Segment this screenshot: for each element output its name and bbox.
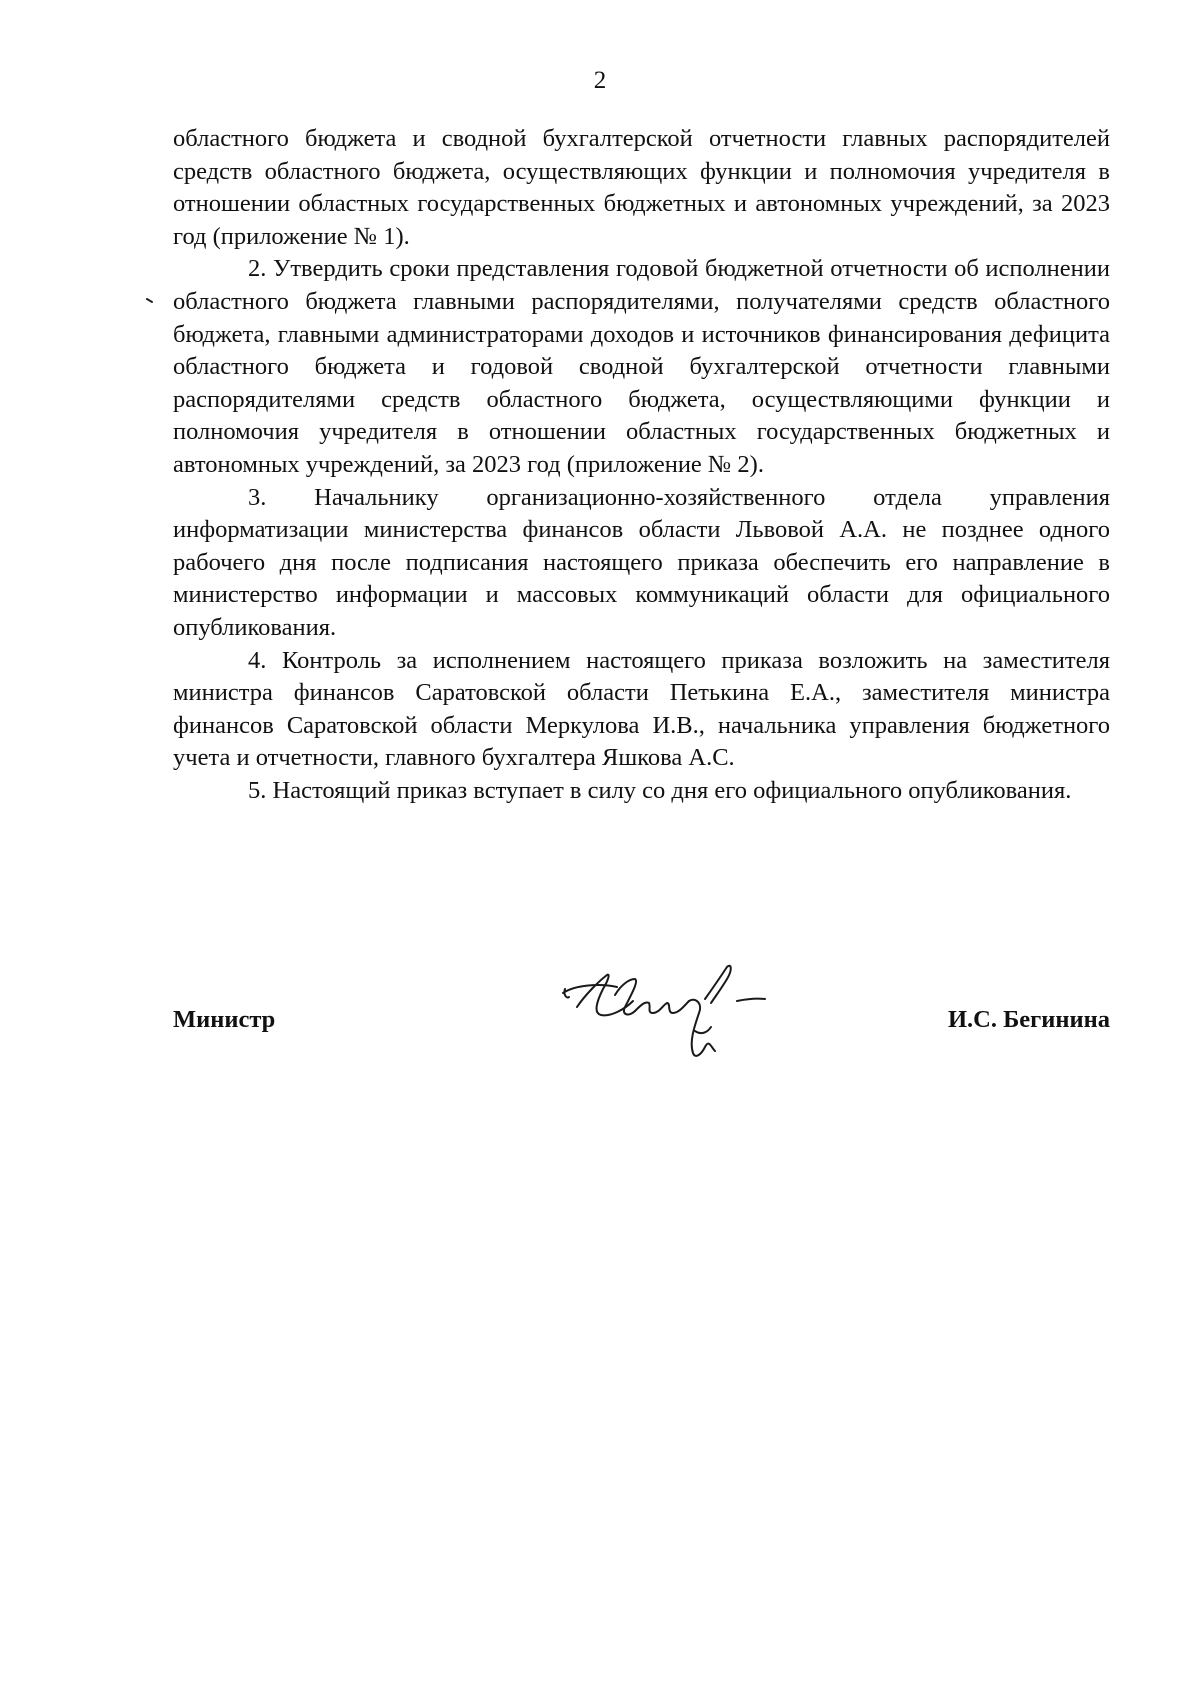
scan-speck-icon xyxy=(146,291,154,297)
page-number: 2 xyxy=(593,67,607,94)
paragraph-item-3: 3. Начальнику организационно-хозяйственного отдела управления информатизации министерства финансов области Львовой А.А. не позднее одного рабочего дня после подписания настоящего приказа обеспечить его направление в министерство информации и массовых коммуникаций области для официального опубликования. xyxy=(173,483,1110,641)
paragraph-item-4: 4. Контроль за исполнением настоящего приказа возложить на заместителя министра финансов Саратовской области Петькина Е.А., заместителя министра финансов Саратовской области Меркулова И.В., начальника управления бюджетного учета и отчетности, главного бухгалтера Яшкова А.С. xyxy=(173,646,1110,772)
paragraph-continuation: областного бюджета и сводной бухгалтерской отчетности главных распорядителей средств областного бюджета, осуществляющих функции и полномочия учредителя в отношении областных государственных бюджетных и автономных учреждений, за 2023 год (приложение № 1). xyxy=(173,125,1110,250)
paragraph-item-2: 2. Утвердить сроки представления годовой бюджетной отчетности об исполнении областного бюджета главными распорядителями, получателями средств областного бюджета, главными администраторами доходов и источников финансирования дефицита областного бюджета и годовой сводной бухгалтерской отчетности главными распорядителями средств областного бюджета, осуществляющими функции и полномочия учредителя в отношении областных государственных бюджетных и автономных учреждений, за 2023 год (приложение № 2). xyxy=(173,255,1110,478)
signatory-title: Министр xyxy=(173,1006,276,1033)
paragraph-item-5: 5. Настоящий приказ вступает в силу со дня его официального опубликования. xyxy=(248,776,1072,804)
document-body xyxy=(173,123,1110,807)
signatory-name: И.С. Бегинина xyxy=(947,1006,1110,1033)
handwritten-signature-icon xyxy=(555,955,805,1075)
